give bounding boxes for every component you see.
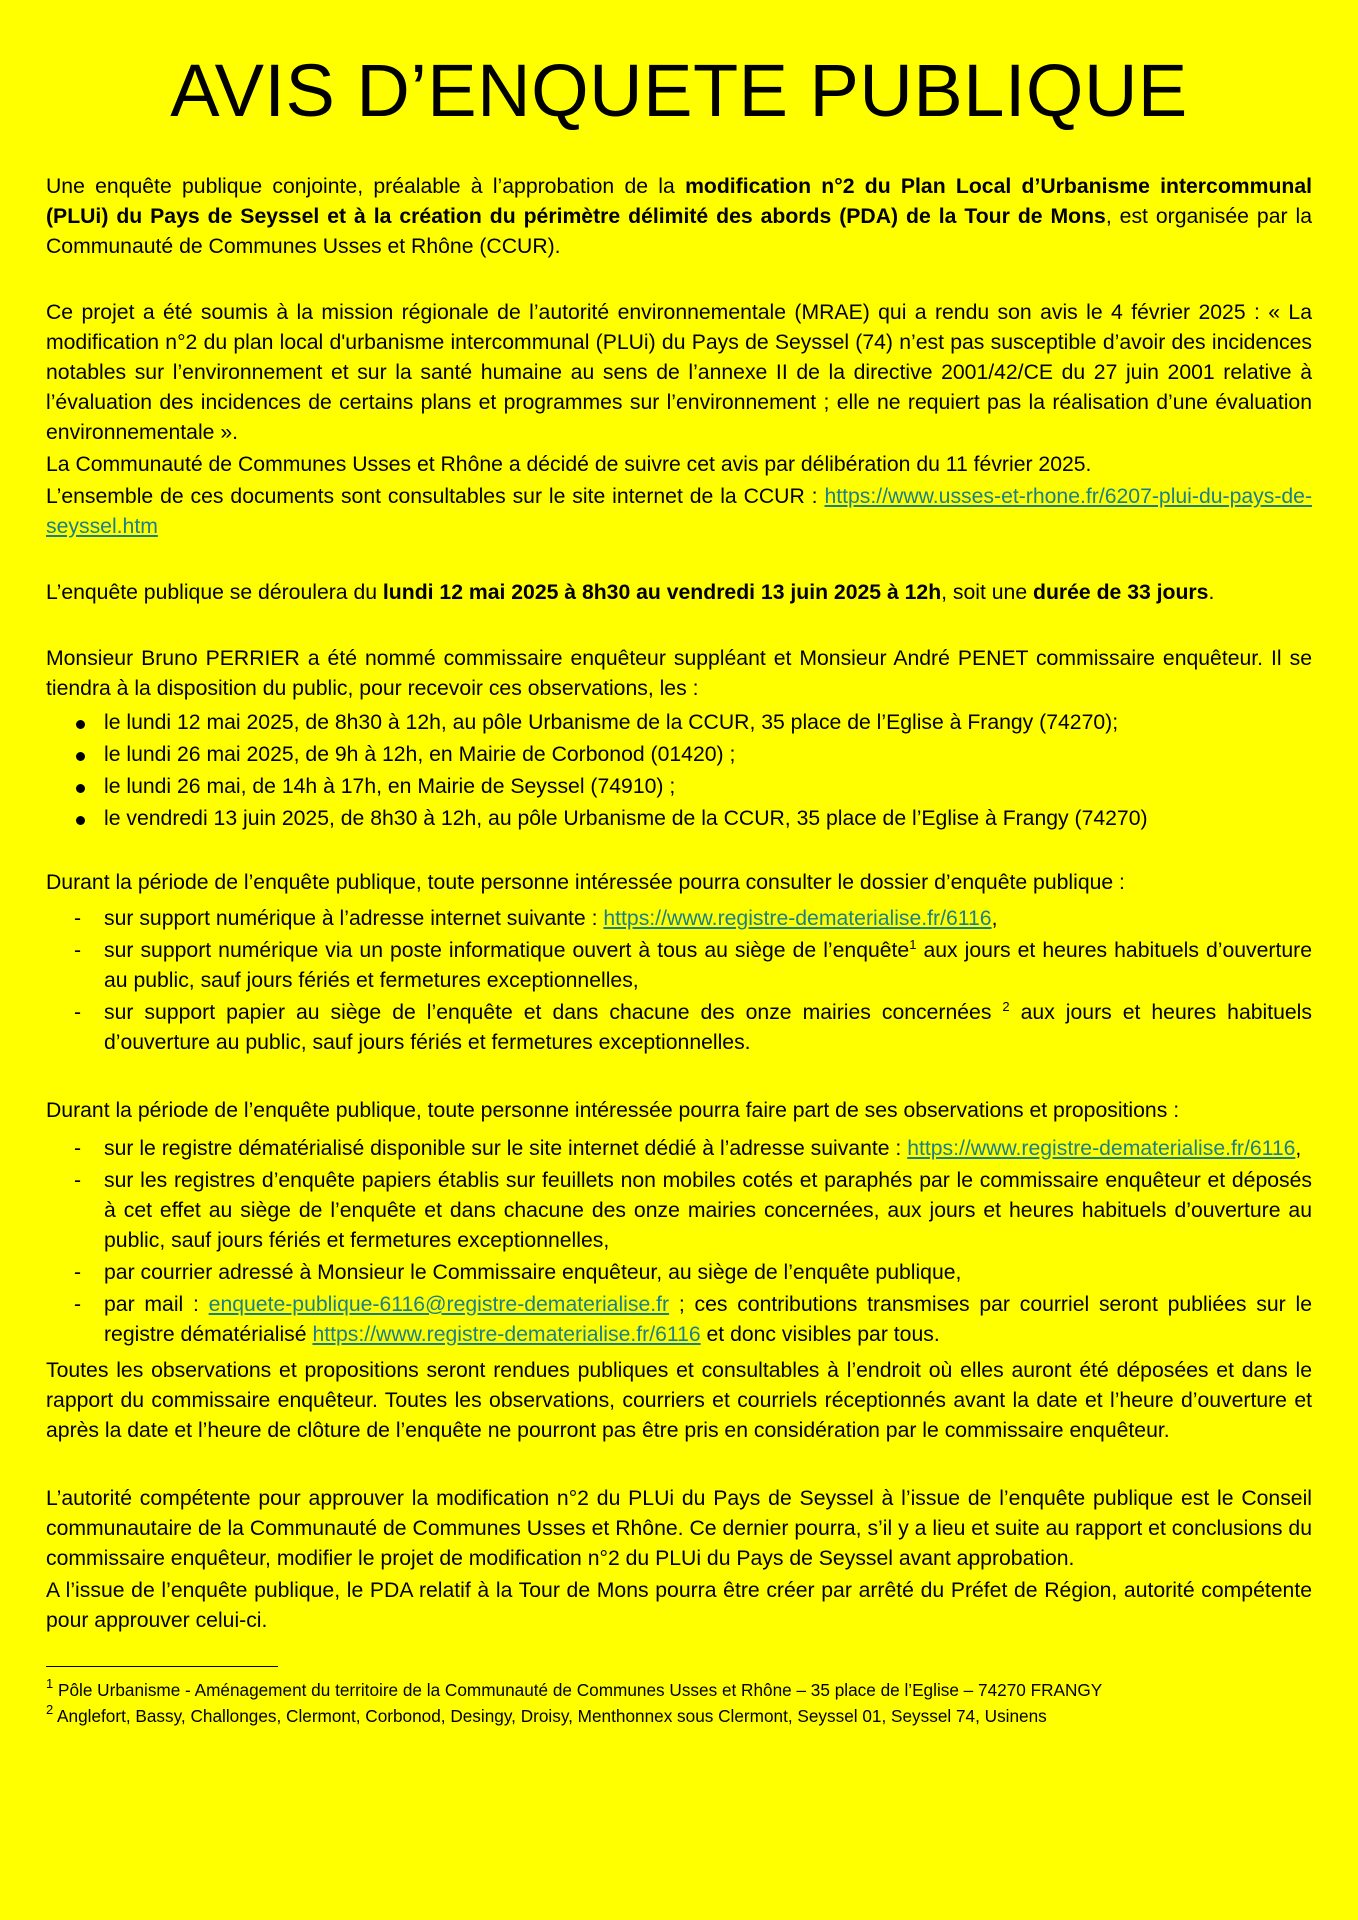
dates-period: lundi 12 mai 2025 à 8h30 au vendredi 13 juin 2025 à 12h (382, 580, 942, 604)
list-item (46, 904, 1312, 934)
item-text: sur le registre dématérialisé disponible sur le site internet dédié à l’adresse suivante : (104, 1136, 908, 1160)
list-item: - sur les registres d’enquête papiers établis sur feuillets non mobiles cotés et paraphés par le commissaire enquêteur et déposés à cet effet au siège de l’enquête et dans chacune des onze mairies concernées, aux jours et heures habituels d’ouverture au public, sauf jours fériés et fermetures exceptionnelles, (46, 1166, 1312, 1256)
item-text: sur support numérique à l’adresse internet suivante : (104, 906, 604, 930)
dates-paragraph (46, 578, 1312, 608)
registre-link[interactable]: https://www.registre-dematerialise.fr/6116 (907, 1136, 1296, 1160)
footnote-1 (46, 1677, 1312, 1703)
observations-paragraph: Durant la période de l’enquête publique, toute personne intéressée pourra faire part de ses observations et propositions : (46, 1098, 1180, 1122)
autorite-paragraph: L’autorité compétente pour approuver la modification n°2 du PLUi du Pays de Seyssel à l’issue de l’enquête publique est le Conseil communautaire de la Communauté de Communes Usses et Rhône. Ce dernier pourra, s’il y a lieu et suite au rapport et conclusions du commissaire enquêteur, modifier le projet de modification n°2 du PLUi du Pays de Seyssel avant approbation. (46, 1486, 1312, 1570)
item-text: par mail : (104, 1292, 209, 1316)
permanences-list (46, 708, 1312, 834)
deliberation-paragraph: La Communauté de Communes Usses et Rhône a décidé de suivre cet avis par délibération du 11 février 2025. (46, 452, 1092, 476)
registre-link[interactable]: https://www.registre-dematerialise.fr/6116 (312, 1322, 701, 1346)
item-text-end: , (991, 906, 998, 930)
consult-paragraph: Durant la période de l’enquête publique, toute personne intéressée pourra consulter le dossier d’enquête publique : (46, 870, 1125, 894)
intro-text: Une enquête publique conjointe, préalable à l’approbation de la (46, 174, 686, 198)
footnote-number: 1 (46, 1675, 54, 1691)
list-item: le lundi 26 mai, de 14h à 17h, en Mairie de Seyssel (74910) ; (46, 772, 1312, 802)
list-item (46, 1134, 1312, 1164)
footnote-2 (46, 1703, 1312, 1729)
intro-section (46, 172, 1312, 262)
commissaire-paragraph: Monsieur Bruno PERRIER a été nommé commissaire enquêteur suppléant et Monsieur André PENET commissaire enquêteur. Il se tiendra à la disposition du public, pour recevoir ces observations, les : (46, 646, 1312, 700)
footnote-ref: 2 (1002, 998, 1010, 1014)
consult-section (46, 868, 1312, 1058)
footnote-text: Anglefort, Bassy, Challonges, Clermont, Corbonod, Desingy, Droisy, Menthonnex sous Clermont, Seyssel 01, Seyssel 74, Usinens (53, 1705, 1047, 1726)
intro-paragraph (46, 172, 1312, 262)
commissaire-section (46, 644, 1312, 834)
list-item: - par courrier adressé à Monsieur le Commissaire enquêteur, au siège de l’enquête publique, (46, 1258, 1312, 1288)
item-text-end: et donc visibles par tous. (700, 1322, 940, 1346)
list-item (46, 998, 1312, 1058)
intro-bold: modification n°2 du Plan Local d’Urbanisme intercommunal (PLUi) du Pays de Seyssel et à la création du périmètre délimité des abords (PDA) de la Tour de Mons (46, 174, 1313, 228)
email-link[interactable]: enquete-publique-6116@registre-dematerialise.fr (208, 1292, 670, 1316)
footnote-ref: 1 (909, 936, 917, 952)
autorite-section (46, 1484, 1312, 1636)
pda-paragraph: A l’issue de l’enquête publique, le PDA relatif à la Tour de Mons pourra être créer par arrêté du Préfet de Région, autorité compétente pour approuver celui-ci. (46, 1578, 1312, 1632)
footnote-text: Pôle Urbanisme - Aménagement du territoire de la Communauté de Communes Usses et Rhône – 35 place de l’Eglise – 74270 FRANGY (53, 1679, 1103, 1700)
page-title: AVIS D’ENQUETE PUBLIQUE (170, 49, 1188, 132)
list-item (46, 936, 1312, 996)
dates-text-end: . (1208, 580, 1215, 604)
footnote-number: 2 (46, 1701, 54, 1717)
footnotes-section (46, 1666, 1312, 1729)
dates-text: L’enquête publique se déroulera du (46, 580, 383, 604)
mrae-paragraph: Ce projet a été soumis à la mission régionale de l’autorité environnementale (MRAE) qui a rendu son avis le 4 février 2025 : « La modification n°2 du plan local d'urbanisme intercommunal (PLUi) du Pays de Seyssel (74) n’est pas susceptible d’avoir des incidences notables sur l’environnement et sur la santé humaine au sens de l’annexe II de la directive 2001/42/CE du 27 juin 2001 relative à l’évaluation des incidences de certains plans et programmes sur l’environnement ; elle ne requiert pas la réalisation d’une évaluation environnementale ». (46, 300, 1312, 444)
ccur-site-link[interactable]: https://www.usses-et-rhone.fr/6207-plui-du-pays-de-seyssel.htm (46, 484, 1312, 538)
dates-section (46, 578, 1312, 608)
list-item: le vendredi 13 juin 2025, de 8h30 à 12h, au pôle Urbanisme de la CCUR, 35 place de l’Eglise à Frangy (74270) (46, 804, 1312, 834)
mrae-section (46, 298, 1312, 542)
dates-duration: durée de 33 jours (1033, 580, 1209, 604)
item-text-mid: ; ces contributions transmises par courriel seront publiées sur le registre dématérialisé (104, 1292, 1312, 1346)
item-text: sur support papier au siège de l’enquête et dans chacune des onze mairies concernées (104, 1000, 1003, 1024)
footnotes-list (46, 1677, 1312, 1729)
list-item (46, 1290, 1312, 1350)
item-text-end: aux jours et heures habituels d’ouverture au public, sauf jours fériés et fermetures exceptionnelles, (104, 938, 1312, 992)
ccur-site-text: L’ensemble de ces documents sont consultables sur le site internet de la CCUR : (46, 484, 825, 508)
observations-public-paragraph: Toutes les observations et propositions seront rendues publiques et consultables à l’endroit où elles auront été déposées et dans le rapport du commissaire enquêteur. Toutes les observations, courriers et courriels réceptionnés avant la date et l’heure d’ouverture et après la date et l’heure de clôture de l’enquête ne pourront pas être pris en considération par le commissaire enquêteur. (46, 1358, 1312, 1442)
observations-section (46, 1096, 1312, 1446)
ccur-site-paragraph (46, 482, 1312, 542)
list-item: le lundi 26 mai 2025, de 9h à 12h, en Mairie de Corbonod (01420) ; (46, 740, 1312, 770)
item-text-end: , (1295, 1136, 1302, 1160)
item-text: sur support numérique via un poste informatique ouvert à tous au siège de l’enquête (104, 938, 910, 962)
item-text-end: aux jours et heures habituels d’ouverture au public, sauf jours fériés et fermetures exceptionnelles. (104, 1000, 1312, 1054)
observations-list (46, 1134, 1312, 1350)
footnote-divider (46, 1666, 278, 1667)
registre-link[interactable]: https://www.registre-dematerialise.fr/6116 (603, 906, 992, 930)
list-item: le lundi 12 mai 2025, de 8h30 à 12h, au pôle Urbanisme de la CCUR, 35 place de l’Eglise à Frangy (74270); (46, 708, 1312, 738)
consult-list (46, 904, 1312, 1058)
dates-text-mid: , soit une (941, 580, 1034, 604)
intro-text-end: , est organisée par la Communauté de Communes Usses et Rhône (CCUR). (46, 204, 1312, 258)
